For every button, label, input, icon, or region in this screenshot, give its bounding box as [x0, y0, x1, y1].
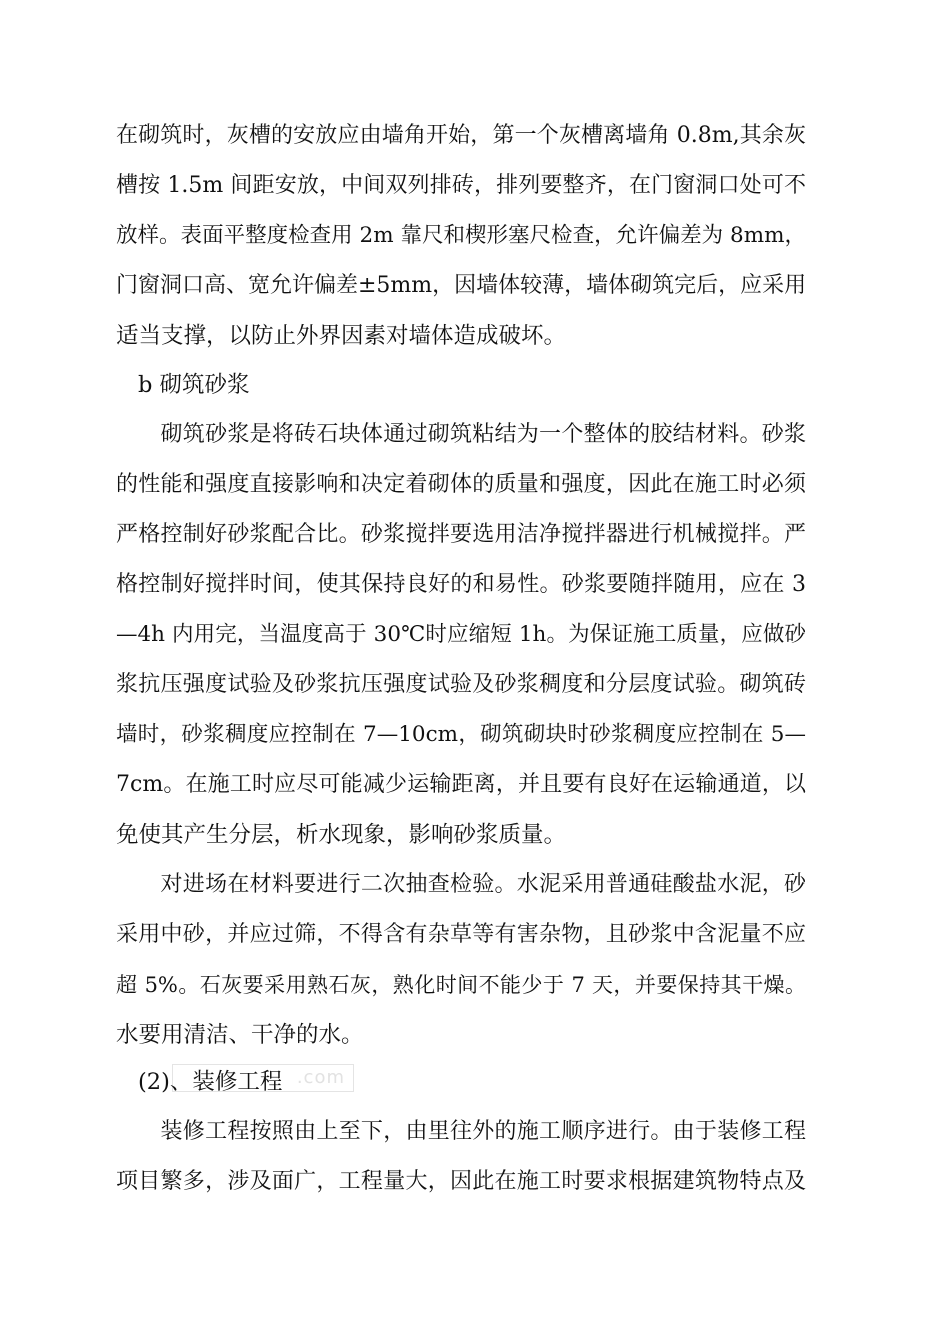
- text-line: 对进场在材料要进行二次抽查检验。水泥采用普通硅酸盐水泥，砂: [116, 872, 806, 897]
- text-line: 放样。表面平整度检查用 2m 靠尺和楔形塞尺检查，允许偏差为 8mm，: [116, 223, 806, 248]
- text-line: 水要用清洁、干净的水。: [116, 1022, 364, 1048]
- section-heading-mortar: b 砌筑砂浆: [138, 372, 250, 398]
- section-heading-decoration: (2)、装修工程: [138, 1069, 283, 1095]
- text-line: 墙时，砂浆稠度应控制在 7—10cm，砌筑砌块时砂浆稠度应控制在 5—: [116, 722, 806, 747]
- text-line: 装修工程按照由上至下，由里往外的施工顺序进行。由于装修工程: [116, 1119, 806, 1144]
- text-line: 免使其产生分层，析水现象，影响砂浆质量。: [116, 822, 567, 848]
- text-line: 严格控制好砂浆配合比。砂浆搅拌要选用洁净搅拌器进行机械搅拌。严: [116, 522, 806, 547]
- text-line: 浆抗压强度试验及砂浆抗压强度试验及砂浆稠度和分层度试验。砌筑砖: [116, 672, 806, 697]
- text-line: 7cm。在施工时应尽可能减少运输距离，并且要有良好在运输通道，以: [116, 772, 806, 797]
- text-line: 门窗洞口高、宽允许偏差±5mm，因墙体较薄，墙体砌筑完后，应采用: [116, 273, 807, 298]
- watermark-text: .com: [296, 1067, 345, 1088]
- text-line: 项目繁多，涉及面广，工程量大，因此在施工时要求根据建筑物特点及: [116, 1169, 806, 1194]
- text-line: —4h 内用完，当温度高于 30℃时应缩短 1h。为保证施工质量，应做砂: [116, 622, 806, 647]
- text-line: 适当支撑，以防止外界因素对墙体造成破坏。: [116, 323, 567, 349]
- text-line: 槽按 1.5m 间距安放，中间双列排砖，排列要整齐，在门窗洞口处可不: [116, 173, 806, 198]
- text-line: 采用中砂，并应过筛，不得含有杂草等有害杂物，且砂浆中含泥量不应: [116, 922, 806, 947]
- text-line: 的性能和强度直接影响和决定着砌体的质量和强度，因此在施工时必须: [116, 472, 806, 497]
- text-line: 砌筑砂浆是将砖石块体通过砌筑粘结为一个整体的胶结材料。砂浆: [116, 422, 806, 447]
- text-line: 超 5%。石灰要采用熟石灰，熟化时间不能少于 7 天，并要保持其干燥。: [116, 973, 806, 997]
- text-line: 格控制好搅拌时间，使其保持良好的和易性。砂浆要随拌随用，应在 3: [116, 572, 806, 597]
- text-line: 在砌筑时，灰槽的安放应由墙角开始，第一个灰槽离墙角 0.8m,其余灰: [116, 123, 806, 148]
